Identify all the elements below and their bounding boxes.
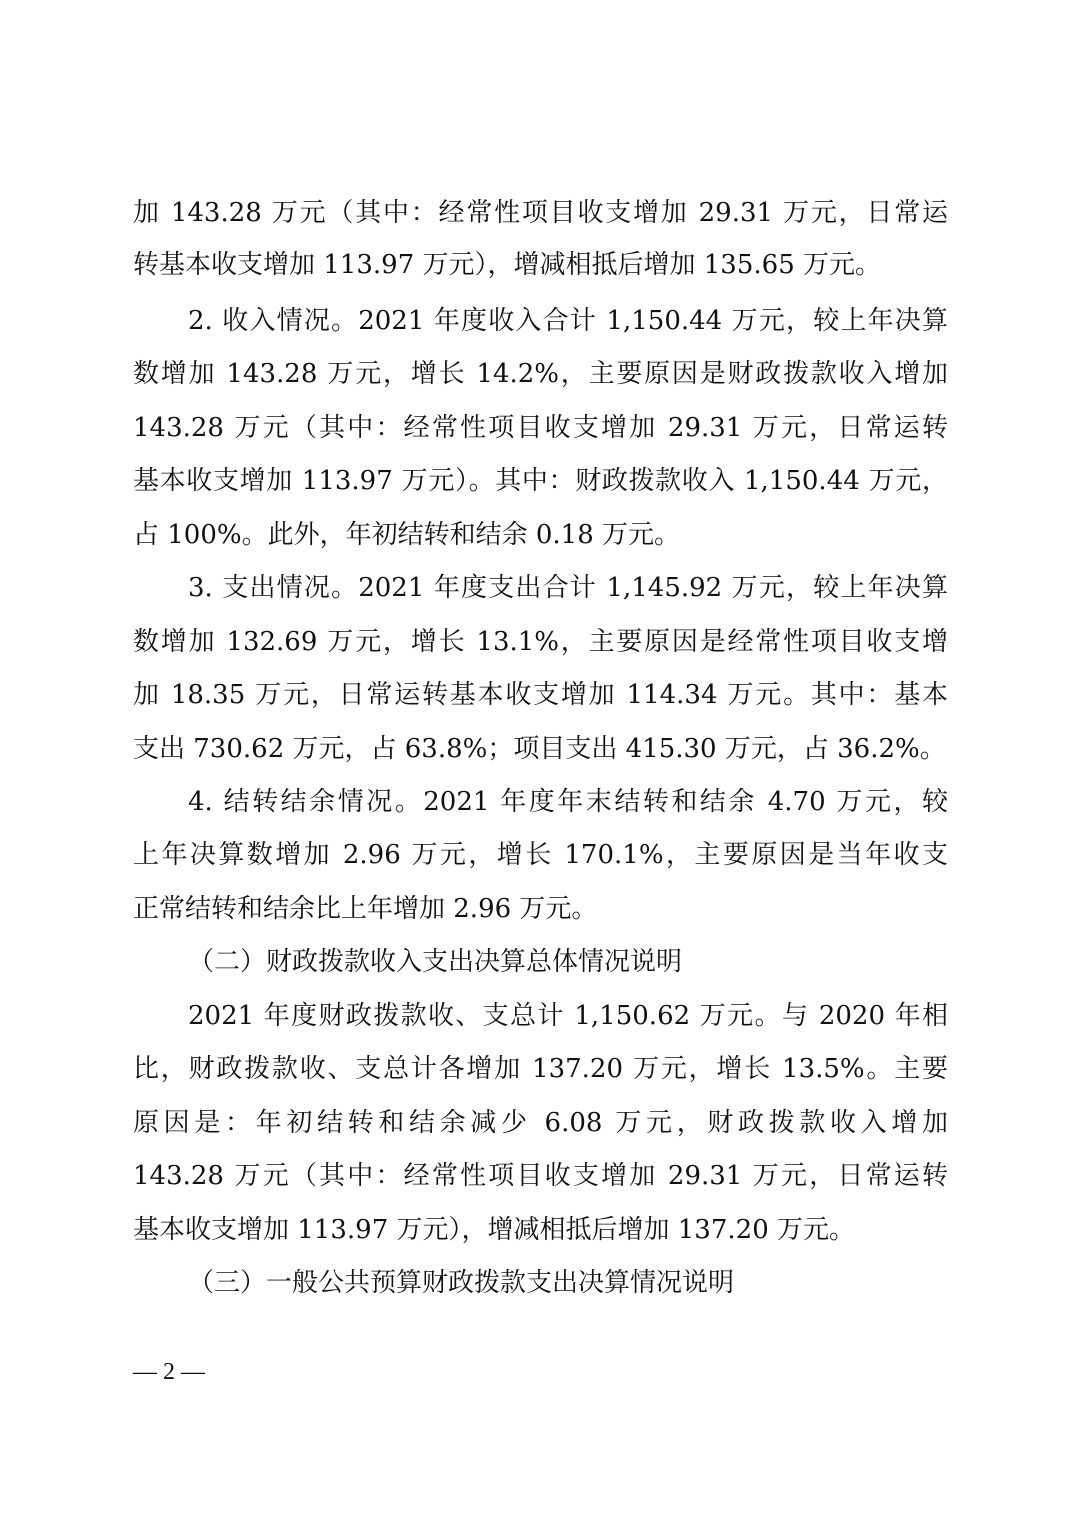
text-line: 转基本收支增加 113.97 万元），增减相抵后增加 135.65 万元。 <box>133 250 882 280</box>
text-line: 加 143.28 万元（其中：经常性项目收支增加 29.31 万元，日常运 <box>133 198 948 228</box>
text-line: 加 18.35 万元，日常运转基本收支增加 114.34 万元。其中：基本 <box>133 680 948 710</box>
text-line: 数增加 132.69 万元，增长 13.1%，主要原因是经常性项目收支增 <box>133 627 948 657</box>
text-line: 原因是：年初结转和结余减少 6.08 万元，财政拨款收入增加 <box>133 1108 948 1138</box>
text-line: 比，财政拨款收、支总计各增加 137.20 万元，增长 13.5%。主要 <box>133 1054 948 1084</box>
text-line: 数增加 143.28 万元，增长 14.2%，主要原因是财政拨款收入增加 <box>133 359 948 389</box>
text-line: 占 100%。此外，年初结转和结余 0.18 万元。 <box>133 520 681 550</box>
text-line: 支出 730.62 万元，占 63.8%；项目支出 415.30 万元，占 36.2%。 <box>133 734 946 764</box>
text-line: 3. 支出情况。2021 年度支出合计 1,145.92 万元，较上年决算 <box>188 573 948 603</box>
text-line: 正常结转和结余比上年增加 2.96 万元。 <box>133 894 598 924</box>
section-heading: （二）财政拨款收入支出决算总体情况说明 <box>188 947 683 977</box>
text-line: 143.28 万元（其中：经常性项目收支增加 29.31 万元，日常运转 <box>133 413 948 443</box>
text-line: 2. 收入情况。2021 年度收入合计 1,150.44 万元，较上年决算 <box>188 306 948 336</box>
text-line: 143.28 万元（其中：经常性项目收支增加 29.31 万元，日常运转 <box>133 1161 948 1191</box>
text-line: 基本收支增加 113.97 万元），增减相抵后增加 137.20 万元。 <box>133 1215 856 1245</box>
page-number: — 2 — <box>133 1359 205 1385</box>
text-line: 4. 结转结余情况。2021 年度年末结转和结余 4.70 万元，较 <box>188 787 948 817</box>
text-line: 上年决算数增加 2.96 万元，增长 170.1%，主要原因是当年收支 <box>133 840 948 870</box>
text-line: 基本收支增加 113.97 万元）。其中：财政拨款收入 1,150.44 万元， <box>133 466 948 496</box>
section-heading: （三）一般公共预算财政拨款支出决算情况说明 <box>188 1268 735 1298</box>
text-line: 2021 年度财政拨款收、支总计 1,150.62 万元。与 2020 年相 <box>188 1001 948 1031</box>
